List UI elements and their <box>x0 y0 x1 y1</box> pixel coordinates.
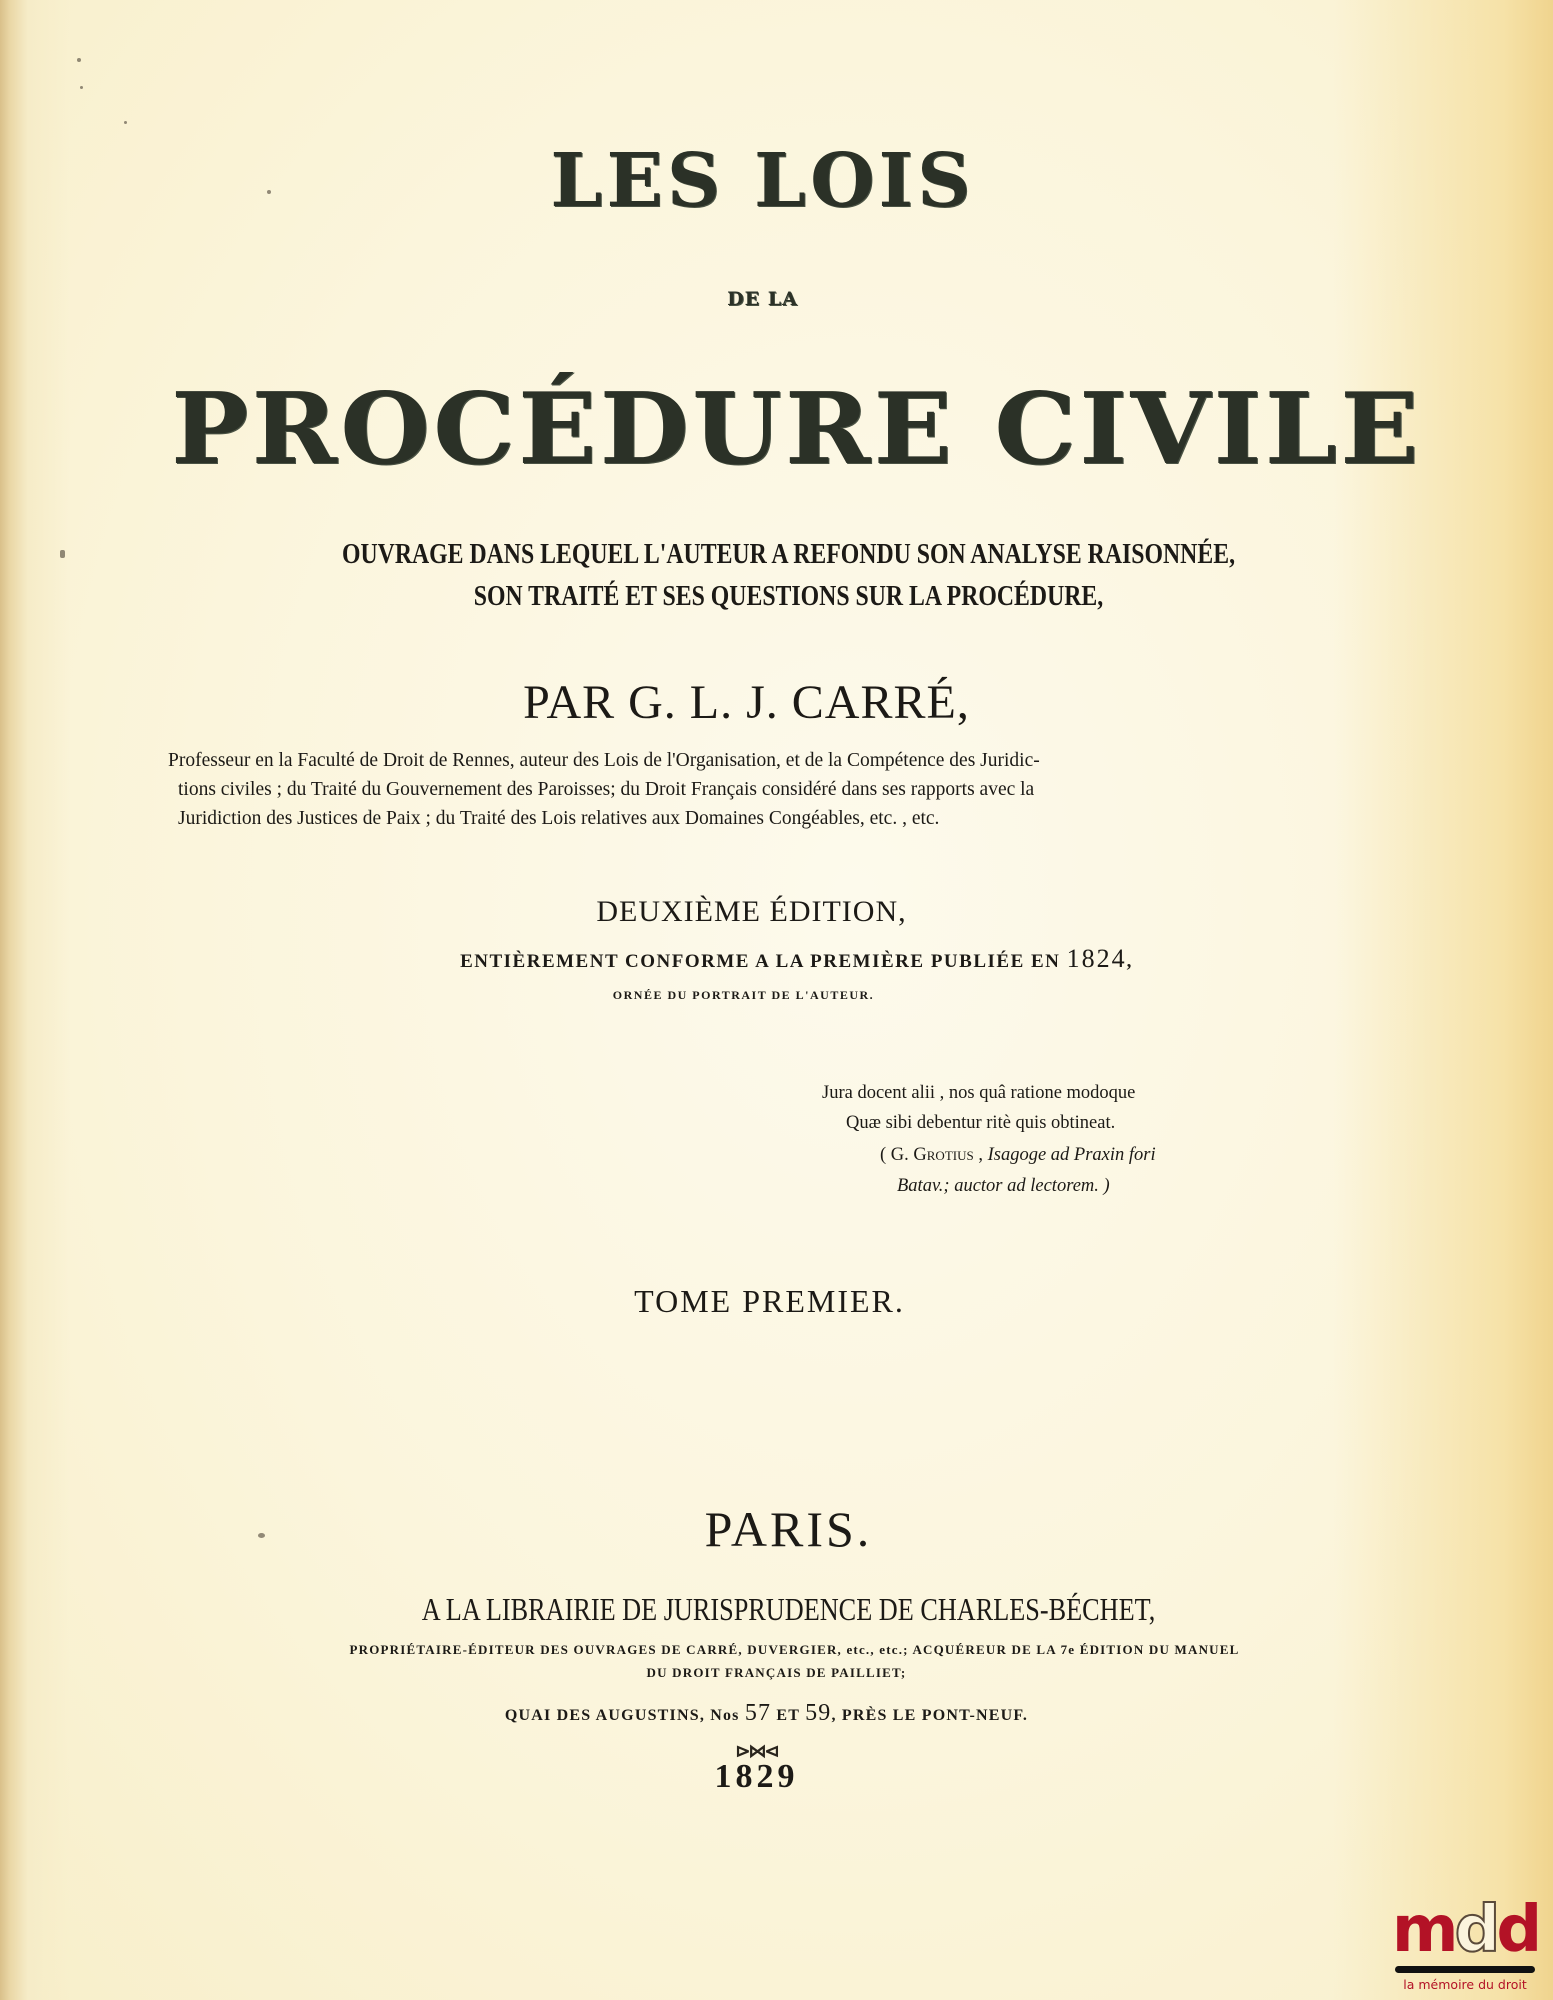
imprint-publisher: A LA LIBRAIRIE DE JURISPRUDENCE DE CHARLES-BÉCHET, <box>421 1591 1156 1627</box>
citation-author: Grotius <box>913 1145 974 1165</box>
portrait-note: ORNÉE DU PORTRAIT DE L'AUTEUR. <box>612 988 875 1002</box>
volume-label: TOME PREMIER. <box>634 1283 905 1319</box>
paper-speck <box>60 550 65 558</box>
edition-note-text: ENTIÈREMENT CONFORME A LA PREMIÈRE PUBLIÉE EN <box>460 951 1061 972</box>
mdd-watermark-logo <box>1391 1893 1539 2000</box>
edition-note <box>20 944 1553 974</box>
address-suffix: , PRÈS LE PONT-NEUF. <box>831 1707 1029 1724</box>
imprint-city: PARIS. <box>704 1501 873 1557</box>
credentials-line: Professeur en la Faculté de Droit de Rennes, auteur des Lois de l'Organisation, et de la Compétence des Juridic- <box>168 750 1040 771</box>
logo-letter: d <box>1454 1893 1497 1967</box>
publisher-note-line-2: DU DROIT FRANÇAIS DE PAILLIET; <box>646 1665 907 1680</box>
epigraph-line-1: Jura docent alii , nos quâ ratione modoque <box>822 1083 1136 1103</box>
logo-divider <box>1395 1966 1535 1973</box>
paper-speck <box>77 58 81 62</box>
publisher-address <box>0 1700 1543 1727</box>
subtitle-line-1: OUVRAGE DANS LEQUEL L'AUTEUR A REFONDU SON ANALYSE RAISONNÉE, <box>341 538 1236 570</box>
author-line: PAR G. L. J. CARRÉ, <box>523 676 970 729</box>
epigraph-citation <box>880 1145 1156 1166</box>
citation-open: ( G. <box>880 1145 914 1165</box>
logo-tagline: la mémoire du droit <box>1403 1977 1527 1992</box>
citation-close: ) <box>1098 1176 1110 1196</box>
edition-note-suffix: , <box>1126 951 1133 972</box>
paper-speck <box>124 121 127 124</box>
logo-letter: m <box>1391 1893 1455 1967</box>
title-line-1: LES LOIS <box>550 138 975 224</box>
subtitle-line-2: SON TRAITÉ ET SES QUESTIONS SUR LA PROCÉDURE, <box>473 580 1104 612</box>
title-line-2: PROCÉDURE CIVILE <box>171 372 1422 487</box>
epigraph-citation-cont <box>897 1176 1110 1197</box>
epigraph-line-2: Quæ sibi debentur ritè quis obtineat. <box>846 1113 1116 1133</box>
ornament-icon: ⊳⋈⊲ <box>735 1741 778 1762</box>
credentials-line: Juridiction des Justices de Paix ; du Traité des Lois relatives aux Domaines Congéables, etc. , etc. <box>178 808 940 829</box>
publisher-note-line-1: PROPRIÉTAIRE-ÉDITEUR DES OUVRAGES DE CARRÉ, DUVERGIER, etc., etc.; ACQUÉREUR DE LA 7e ÉDITION DU MANUEL <box>349 1642 1240 1657</box>
address-number-1: 57 <box>744 1700 772 1726</box>
author-credentials <box>168 746 1228 833</box>
title-connector: DE LA <box>727 288 798 310</box>
credentials-line: tions civiles ; du Traité du Gouvernement des Paroisses; du Droit Français considéré dans ses rapports avec la <box>178 779 1035 800</box>
paper-speck <box>80 86 83 89</box>
imprint-year: 1829 <box>714 1758 799 1795</box>
edition-note-year: 1824 <box>1066 944 1127 973</box>
logo-letter: d <box>1496 1893 1539 1967</box>
mdd-logo-mark <box>1391 1893 1539 1967</box>
address-prefix: QUAI DES AUGUSTINS, Nos <box>504 1707 740 1724</box>
citation-work-cont: Batav.; auctor ad lectorem. <box>897 1176 1099 1196</box>
citation-sep: , <box>973 1145 988 1165</box>
citation-work: Isagoge ad Praxin fori <box>987 1145 1156 1165</box>
address-number-2: 59 <box>805 1700 832 1726</box>
address-mid: ET <box>776 1707 800 1724</box>
edition-label: DEUXIÈME ÉDITION, <box>596 895 907 928</box>
